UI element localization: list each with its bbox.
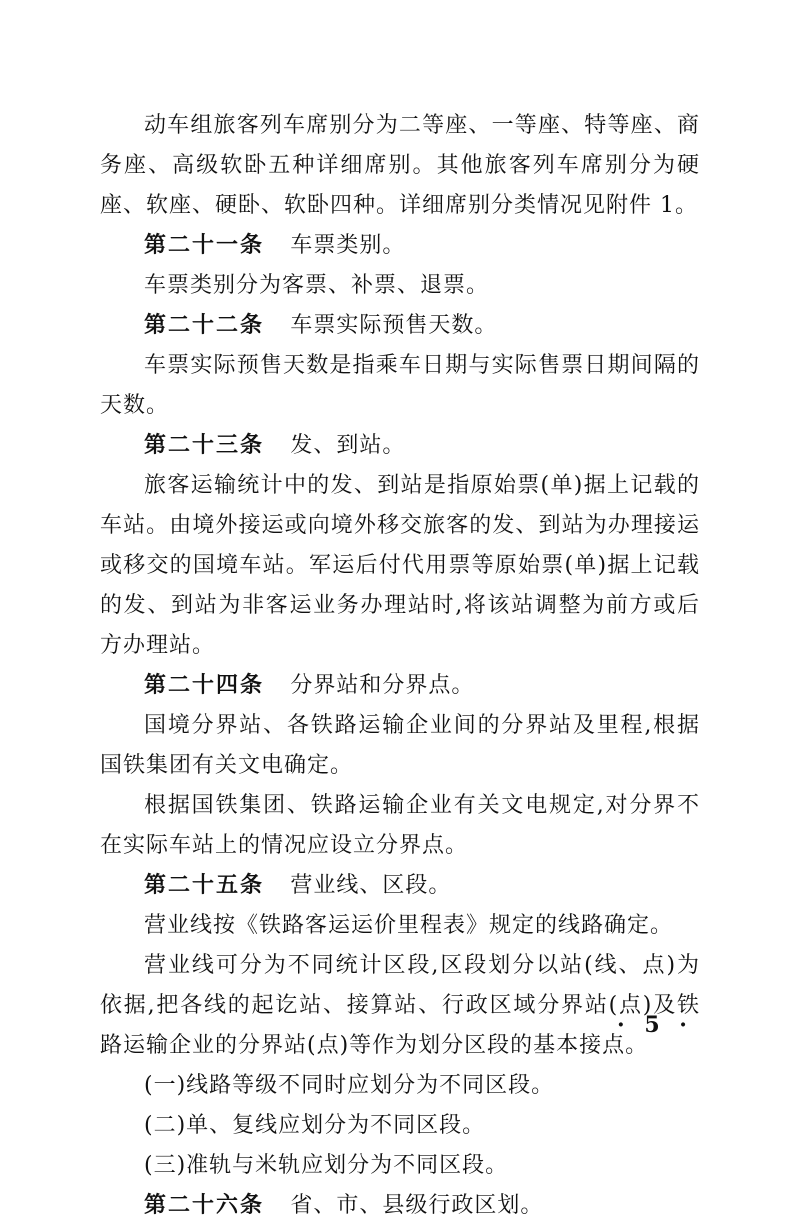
- article-heading: [100, 226, 700, 266]
- article-number: 第二十六条: [144, 1193, 265, 1218]
- article-title: 发、到站。: [290, 433, 406, 458]
- article-number: 第二十一条: [144, 233, 265, 258]
- paragraph: 根据国铁集团、铁路运输企业有关文电规定,对分界不在实际车站上的情况应设立分界点。: [100, 793, 700, 858]
- article-number: 第二十四条: [144, 673, 265, 698]
- article-title: 车票实际预售天数。: [290, 313, 498, 338]
- article-number: 第二十三条: [144, 433, 265, 458]
- paragraph: 车票类别分为客票、补票、退票。: [144, 273, 490, 298]
- list-item: (二)单、复线应划分为不同区段。: [144, 1113, 486, 1138]
- list-item: (一)线路等级不同时应划分为不同区段。: [144, 1073, 555, 1098]
- article-number: 第二十五条: [144, 873, 265, 898]
- article-heading: [100, 1186, 700, 1226]
- article-number: 第二十二条: [144, 313, 265, 338]
- paragraph: 旅客运输统计中的发、到站是指原始票(单)据上记载的车站。由境外接运或向境外移交旅客的发、到站为办理接运或移交的国境车站。军运后付代用票等原始票(单)据上记载的发、到站为非客运业务办理站时,将该站调整为前方或后方办理站。: [100, 473, 700, 658]
- article-title: 营业线、区段。: [290, 873, 452, 898]
- article-title: 省、市、县级行政区划。: [290, 1193, 544, 1218]
- article-heading: [100, 426, 700, 466]
- paragraph: 营业线可分为不同统计区段,区段划分以站(线、点)为依据,把各线的起讫站、接算站、行政区域分界站(点)及铁路运输企业的分界站(点)等作为划分区段的基本接点。: [100, 953, 700, 1058]
- article-heading: [100, 666, 700, 706]
- page-number: · 5 ·: [617, 1012, 693, 1038]
- article-heading: [100, 866, 700, 906]
- article-heading: [100, 306, 700, 346]
- paragraph: 营业线按《铁路客运运价里程表》规定的线路确定。: [144, 913, 674, 938]
- body-text: [100, 106, 700, 1226]
- paragraph: 动车组旅客列车席别分为二等座、一等座、特等座、商务座、高级软卧五种详细席别。其他旅客列车席别分为硬座、软座、硬卧、软卧四种。详细席别分类情况见附件 1。: [100, 113, 700, 218]
- paragraph: 国境分界站、各铁路运输企业间的分界站及里程,根据国铁集团有关文电确定。: [100, 713, 700, 778]
- article-title: 车票类别。: [290, 233, 406, 258]
- list-item: (三)准轨与米轨应划分为不同区段。: [144, 1153, 509, 1178]
- article-title: 分界站和分界点。: [290, 673, 475, 698]
- paragraph: 车票实际预售天数是指乘车日期与实际售票日期间隔的天数。: [100, 353, 700, 418]
